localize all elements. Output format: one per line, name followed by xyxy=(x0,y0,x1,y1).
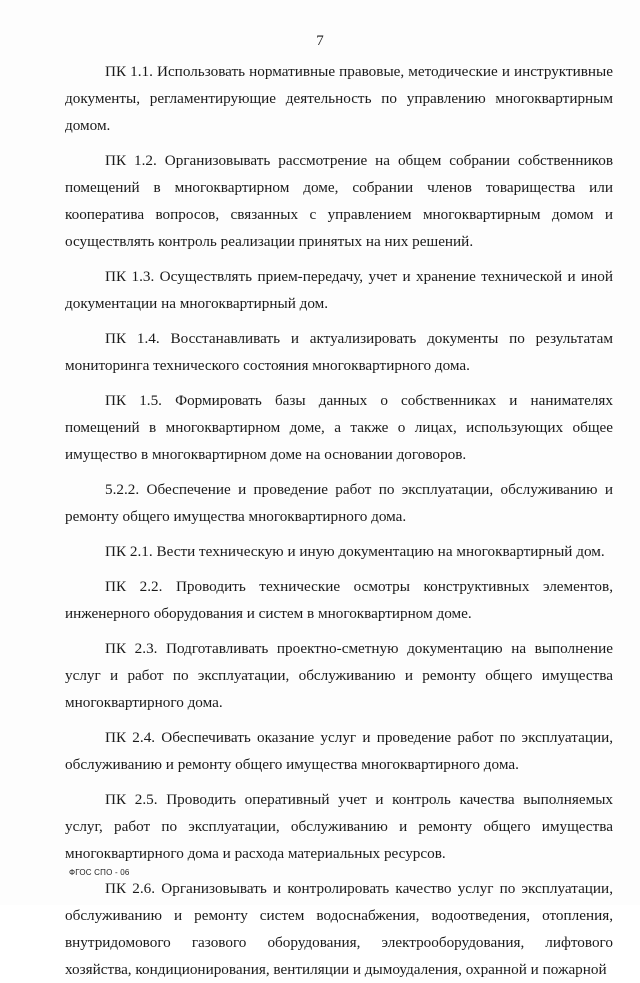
paragraph-pk-1-2: ПК 1.2. Организовывать рассмотрение на общем собрании собственников помещений в многоквартирном доме, собрании членов товарищества или кооператива вопросов, связанных с управлением многоквартирным домом и осуществлять контроль реализации принятых на них решений. xyxy=(65,152,613,250)
paragraph-pk-2-1: ПК 2.1. Вести техническую и иную документацию на многоквартирный дом. xyxy=(105,543,605,560)
document-body xyxy=(65,58,613,983)
paragraph-pk-1-5: ПК 1.5. Формировать базы данных о собственниках и нанимателях помещений в многоквартирном доме, а также о лицах, использующих общее имущество в многоквартирном доме на основании договоров. xyxy=(65,392,613,463)
paragraph-pk-2-6: ПК 2.6. Организовывать и контролировать качество услуг по эксплуатации, обслуживанию и ремонту систем водоснабжения, водоотведения, отопления, внутридомового газового оборудования, электрооборудования, лифтового хозяйства, кондиционирования, вентиляции и дымоудаления, охранной и пожарной xyxy=(65,880,613,978)
footer-label: ФГОС СПО - 06 xyxy=(69,868,130,877)
paragraph-pk-2-2: ПК 2.2. Проводить технические осмотры конструктивных элементов, инженерного оборудования и систем в многоквартирном доме. xyxy=(65,578,613,622)
paragraph-pk-1-1: ПК 1.1. Использовать нормативные правовые, методические и инструктивные документы, регламентирующие деятельность по управлению многоквартирным домом. xyxy=(65,63,613,134)
paragraph-section-5-2-2: 5.2.2. Обеспечение и проведение работ по эксплуатации, обслуживанию и ремонту общего имущества многоквартирного дома. xyxy=(65,481,613,525)
paragraph-pk-1-4: ПК 1.4. Восстанавливать и актуализировать документы по результатам мониторинга технического состояния многоквартирного дома. xyxy=(65,330,613,374)
page-number: 7 xyxy=(316,33,324,49)
paragraph-pk-1-3: ПК 1.3. Осуществлять прием-передачу, учет и хранение технической и иной документации на многоквартирный дом. xyxy=(65,268,613,312)
paragraph-pk-2-4: ПК 2.4. Обеспечивать оказание услуг и проведение работ по эксплуатации, обслуживанию и ремонту общего имущества многоквартирного дома. xyxy=(65,729,613,773)
paragraph-pk-2-5: ПК 2.5. Проводить оперативный учет и контроль качества выполняемых услуг, работ по эксплуатации, обслуживанию и ремонту общего имущества многоквартирного дома и расхода материальных ресурсов. xyxy=(65,791,613,862)
paragraph-pk-2-3: ПК 2.3. Подготавливать проектно-сметную документацию на выполнение услуг и работ по эксплуатации, обслуживанию и ремонту общего имущества многоквартирного дома. xyxy=(65,640,613,711)
